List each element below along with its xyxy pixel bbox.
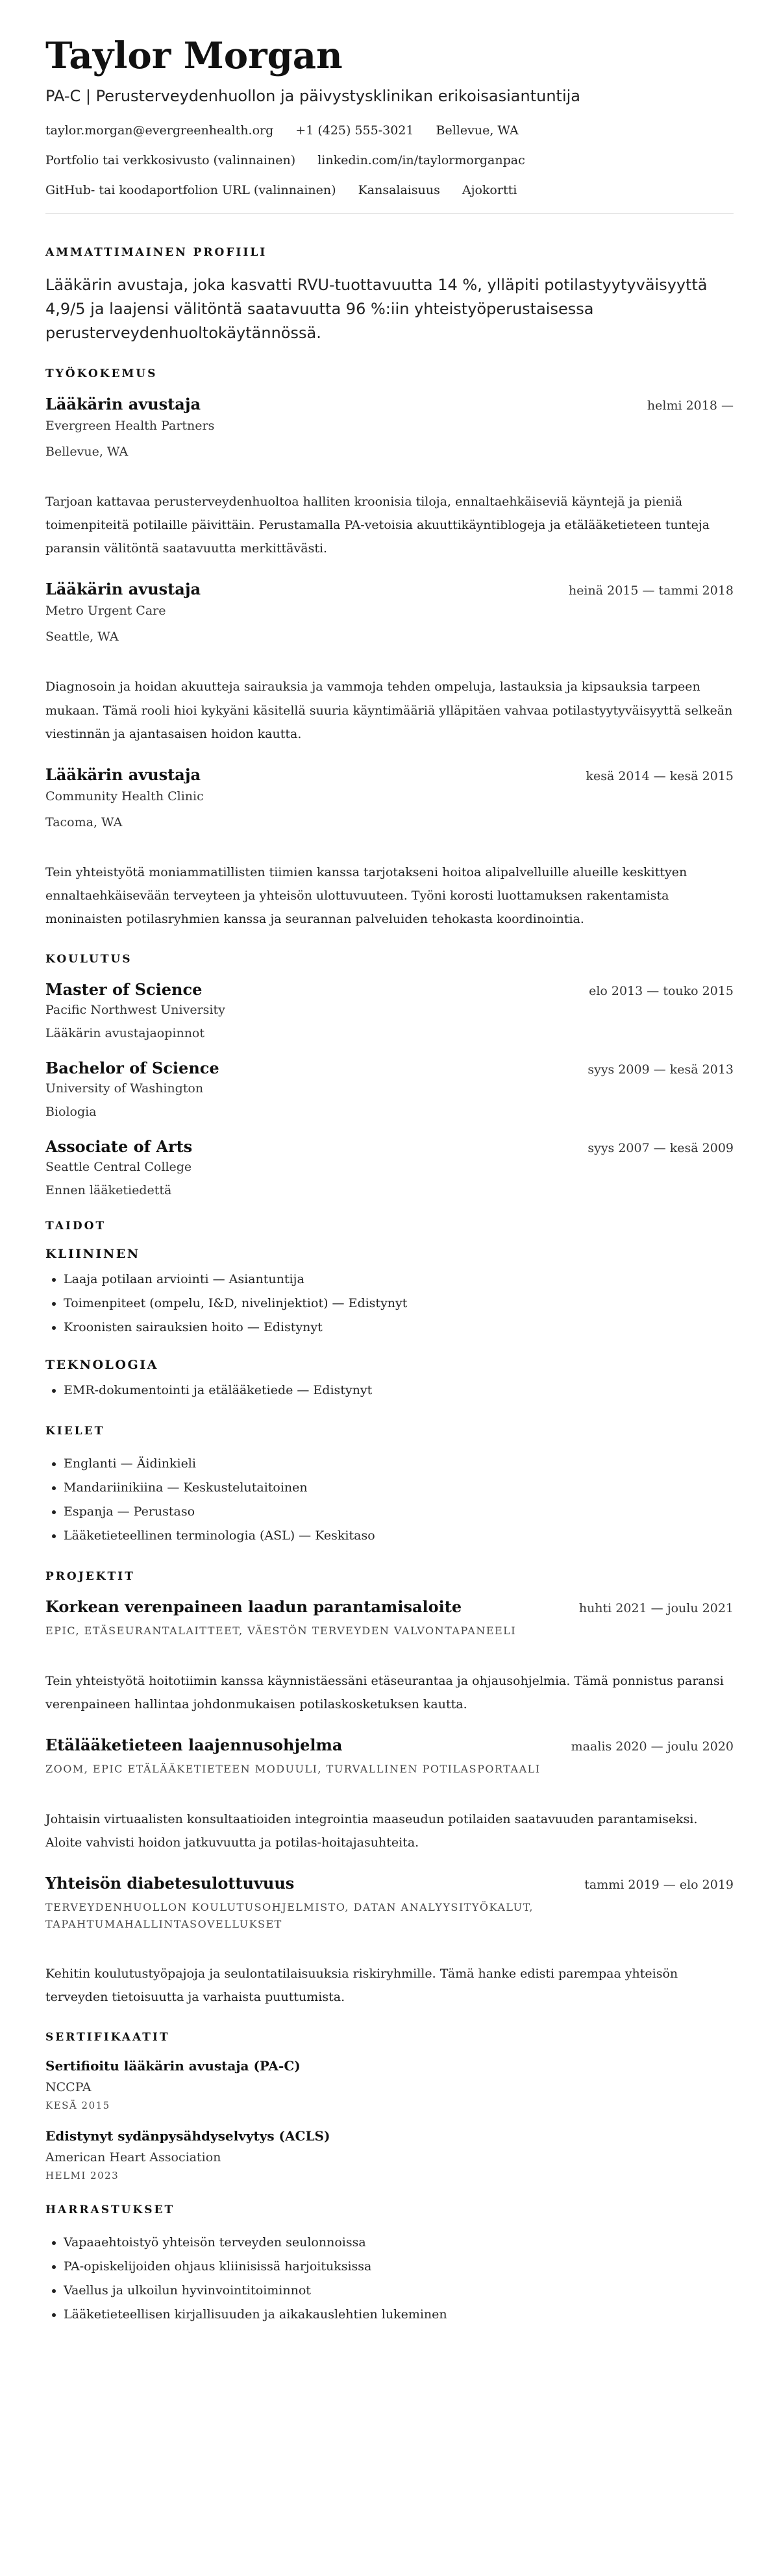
- language-item: • Espanja — Perustaso: [64, 1500, 734, 1524]
- school: Seattle Central College: [45, 1160, 192, 1174]
- skill-list: [45, 1268, 734, 1340]
- candidate-name: Taylor Morgan: [45, 34, 343, 77]
- job-dates: heinä 2015 — tammi 2018: [568, 583, 734, 598]
- employer: Community Health Clinic: [45, 789, 204, 803]
- job-title: Lääkärin avustaja: [45, 395, 201, 414]
- languages-section: [45, 1425, 734, 1548]
- candidate-title: PA-C | Perusterveydenhuollon ja päivystysklinikan erikoisasiantuntija: [45, 86, 581, 105]
- project-name: Yhteisön diabetesulottuvuus: [45, 1873, 295, 1893]
- employer: Evergreen Health Partners: [45, 419, 215, 434]
- job-title: Lääkärin avustaja: [45, 765, 201, 784]
- resume-header: [45, 36, 734, 197]
- education-section: [45, 953, 734, 1197]
- job-description: Diagnosoin ja hoidan akuutteja sairauksia ja vammoja tehden ompeluja, lastauksia ja kipsauksia tarpeen mukaan. Tämä rooli hioi kykyäni käsitellä suuria käyntimääriä ylläpitäen vahvaa potilastyytyväisyyttä selkeän viestinnän ja ajantasaisen hoidon kautta.: [45, 680, 733, 741]
- experience-entry: [45, 395, 734, 560]
- certification-entry: [45, 2058, 734, 2111]
- project-dates: huhti 2021 — joulu 2021: [578, 1601, 734, 1616]
- project-tags: EPIC, ETÄSEURANTALAITTEET, VÄESTÖN TERVEYDEN VALVONTAPANEELI: [45, 1625, 517, 1638]
- drivers-license: Ajokortti: [462, 182, 517, 197]
- hobby-item: • Vaellus ja ulkoilun hyvinvointitoiminnot: [64, 2279, 734, 2303]
- contact-row-primary: [45, 123, 734, 138]
- job-location: Tacoma, WA: [45, 815, 123, 829]
- certification-date: KESÄ 2015: [45, 2100, 110, 2112]
- language-item: • Mandariinikiina — Keskustelutaitoinen: [64, 1476, 734, 1500]
- certification-issuer: NCCPA: [45, 2080, 92, 2095]
- school: University of Washington: [45, 1081, 204, 1096]
- skill-item: • Kroonisten sairauksien hoito — Edistynyt: [64, 1316, 734, 1340]
- section-title: TYÖKOKEMUS: [45, 367, 158, 381]
- field-of-study: Lääkärin avustajaopinnot: [45, 1026, 205, 1040]
- skill-group-title: TEKNOLOGIA: [45, 1358, 158, 1373]
- degree: Bachelor of Science: [45, 1059, 219, 1077]
- project-description: Tein yhteistyötä hoitotiimin kanssa käynnistäessäni etäseurantaa ja ohjausohjelmia. Tämä ponnistus paransi verenpaineen hallintaa johdonmukaisen potilaskosketuksen kautta.: [45, 1673, 724, 1712]
- job-dates: helmi 2018 —: [647, 399, 734, 413]
- education-dates: syys 2009 — kesä 2013: [587, 1062, 734, 1077]
- skill-item: • Toimenpiteet (ompelu, I&D, nivelinjektiot) — Edistynyt: [64, 1292, 734, 1316]
- education-dates: syys 2007 — kesä 2009: [587, 1141, 734, 1155]
- language-item: • Lääketieteellinen terminologia (ASL) — Keskitaso: [64, 1524, 734, 1548]
- certification-issuer: American Heart Association: [45, 2150, 221, 2165]
- hobby-list: [45, 2231, 734, 2327]
- experience-section: [45, 367, 734, 931]
- skills-section: [45, 1220, 734, 1403]
- portfolio-link[interactable]: Portfolio tai verkkosivusto (valinnainen): [45, 153, 296, 167]
- certification-name: Edistynyt sydänpysähdyselvytys (ACLS): [45, 2128, 330, 2144]
- section-title: KOULUTUS: [45, 953, 132, 966]
- skill-group-title: KLIININEN: [45, 1247, 140, 1261]
- project-name: Etälääketieteen laajennusohjelma: [45, 1736, 343, 1755]
- contact-row-extra: [45, 183, 734, 197]
- school: Pacific Northwest University: [45, 1003, 225, 1017]
- section-title: AMMATTIMAINEN PROFIILI: [45, 245, 267, 259]
- section-title: PROJEKTIT: [45, 1570, 135, 1584]
- certification-name: Sertifioitu lääkärin avustaja (PA-C): [45, 2058, 301, 2074]
- job-description: Tein yhteistyötä moniammatillisten tiimien kanssa tarjotakseni hoitoa alipalvelluille alueille keskittyen ennaltaehkäisevään terveyteen ja yhteisön ulottuvuuteen. Työni korosti luottamuksen rakentamista moninaisten potilasryhmien kanssa ja seurannan palveluiden tehokasta koordinointia.: [45, 865, 687, 926]
- phone-number[interactable]: +1 (425) 555-3021: [295, 123, 414, 138]
- project-tags: TERVEYDENHUOLLON KOULUTUSOHJELMISTO, DATAN ANALYYSITYÖKALUT, TAPAHTUMAHALLINTASOVELLUKSET: [45, 1900, 534, 1930]
- header-divider: [45, 213, 734, 214]
- experience-entry: [45, 765, 734, 931]
- certification-entry: [45, 2128, 734, 2181]
- hobby-item: • PA-opiskelijoiden ohjaus kliinisissä harjoituksissa: [64, 2255, 734, 2279]
- hobby-item: • Vapaaehtoistyö yhteisön terveyden seulonnoissa: [64, 2231, 734, 2255]
- project-dates: tammi 2019 — elo 2019: [584, 1877, 734, 1892]
- project-dates: maalis 2020 — joulu 2020: [571, 1739, 734, 1754]
- project-tags: ZOOM, EPIC ETÄLÄÄKETIETEEN MODUULI, TURVALLINEN POTILASPORTAALI: [45, 1763, 541, 1776]
- education-entry: [45, 1137, 734, 1197]
- degree: Associate of Arts: [45, 1137, 193, 1156]
- project-entry: [45, 1597, 734, 1716]
- section-title: TAIDOT: [45, 1220, 106, 1233]
- location: Bellevue, WA: [436, 123, 519, 138]
- job-dates: kesä 2014 — kesä 2015: [586, 768, 734, 783]
- project-entry: [45, 1736, 734, 1854]
- project-entry: [45, 1874, 734, 2009]
- skill-list: [45, 1379, 734, 1403]
- skill-item: • EMR-dokumentointi ja etälääketiede — Edistynyt: [64, 1379, 734, 1403]
- citizenship: Kansalaisuus: [358, 182, 440, 197]
- github-link[interactable]: GitHub- tai koodaportfolion URL (valinnainen): [45, 182, 336, 197]
- projects-section: [45, 1570, 734, 2009]
- hobbies-section: [45, 2203, 734, 2327]
- job-location: Bellevue, WA: [45, 445, 129, 460]
- field-of-study: Ennen lääketiedettä: [45, 1183, 172, 1197]
- skill-item: • Laaja potilaan arviointi — Asiantuntija: [64, 1268, 734, 1292]
- job-title: Lääkärin avustaja: [45, 580, 201, 599]
- experience-entry: [45, 580, 734, 745]
- employer: Metro Urgent Care: [45, 604, 166, 619]
- project-name: Korkean verenpaineen laadun parantamisaloite: [45, 1597, 462, 1617]
- education-entry: [45, 1059, 734, 1119]
- certification-date: HELMI 2023: [45, 2170, 119, 2182]
- language-item: • Englanti — Äidinkieli: [64, 1452, 734, 1476]
- profile-summary: Lääkärin avustaja, joka kasvatti RVU-tuottavuutta 14 %, ylläpiti potilastyytyväisyyttä 4,9/5 ja laajensi välitöntä saatavuutta 96 %:iin yhteistyöperustaisessa perusterveydenhuoltokäytännössä.: [45, 275, 708, 342]
- job-location: Seattle, WA: [45, 630, 119, 644]
- linkedin-link[interactable]: linkedin.com/in/taylormorganpac: [317, 153, 525, 167]
- field-of-study: Biologia: [45, 1105, 97, 1119]
- language-list: [45, 1452, 734, 1548]
- project-description: Kehitin koulutustyöpajoja ja seulontatilaisuuksia riskiryhmille. Tämä hanke edisti parempaa yhteisön terveyden tietoisuutta ja varhaista puuttumista.: [45, 1967, 678, 2005]
- email-link[interactable]: taylor.morgan@evergreenhealth.org: [45, 123, 274, 138]
- education-dates: elo 2013 — touko 2015: [589, 984, 734, 998]
- contact-row-links: [45, 153, 734, 167]
- profile-section: [45, 246, 734, 346]
- section-title: SERTIFIKAATIT: [45, 2031, 170, 2044]
- hobby-item: • Lääketieteellisen kirjallisuuden ja aikakauslehtien lukeminen: [64, 2303, 734, 2327]
- project-description: Johtaisin virtuaalisten konsultaatioiden integrointia maaseudun potilaiden saatavuuden parantamiseksi. Aloite vahvisti hoidon jatkuvuutta ja potilas-hoitajasuhteita.: [45, 1811, 698, 1850]
- job-description: Tarjoan kattavaa perusterveydenhuoltoa halliten kroonisia tiloja, ennaltaehkäiseviä käyntejä ja pieniä toimenpiteitä potilaille päivittäin. Perustamalla PA-vetoisia akuuttikäyntiblogeja ja etälääketieteen tunteja paransin välitöntä saatavuutta merkittävästi.: [45, 495, 710, 556]
- certifications-section: [45, 2031, 734, 2181]
- section-title: HARRASTUKSET: [45, 2203, 175, 2217]
- section-title: KIELET: [45, 1425, 105, 1438]
- education-entry: [45, 980, 734, 1040]
- degree: Master of Science: [45, 980, 203, 999]
